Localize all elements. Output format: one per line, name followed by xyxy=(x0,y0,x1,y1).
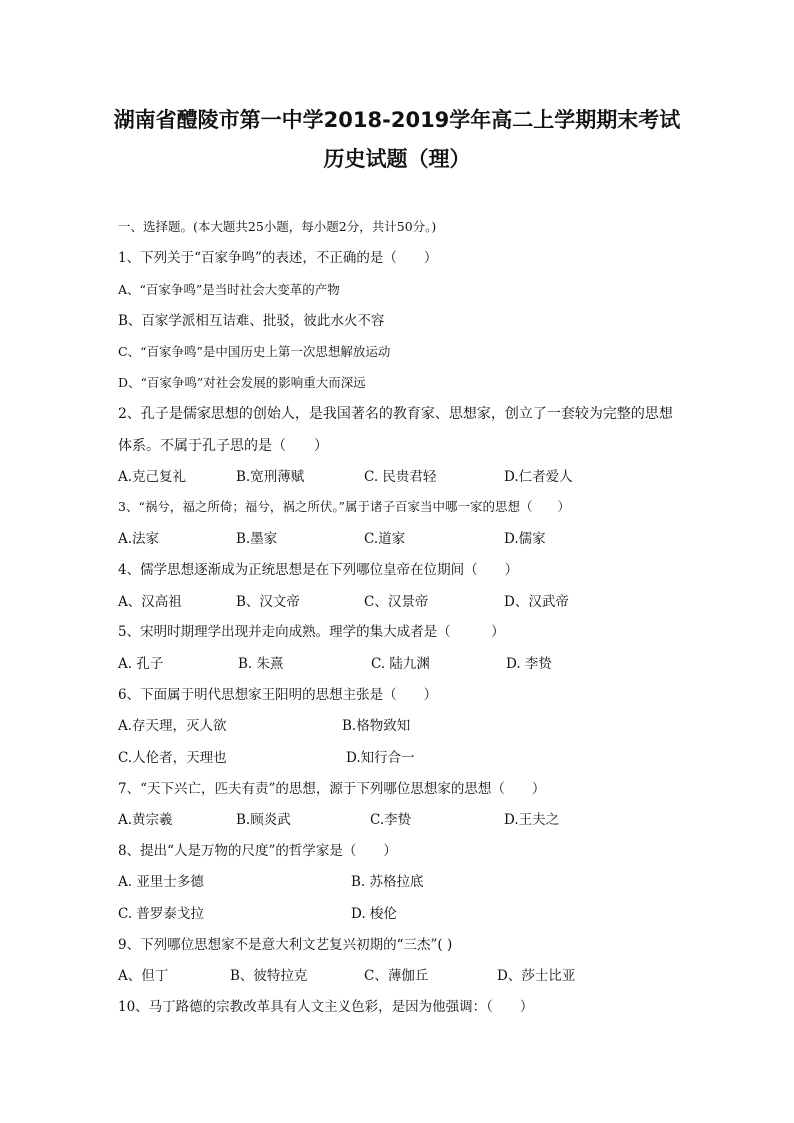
question-9-stem: 9、下列哪位思想家不是意大利文艺复兴初期的“三杰”( ) xyxy=(118,937,453,953)
question-3-option-d: D.儒家 xyxy=(504,531,546,547)
question-5-option-c: C. 陆九渊 xyxy=(371,656,430,672)
question-5-option-d: D. 李贽 xyxy=(506,656,552,672)
question-5-option-a: A. 孔子 xyxy=(118,656,164,672)
question-2-option-b: B.宽刑薄赋 xyxy=(236,469,305,485)
question-4-option-c: C、汉景帝 xyxy=(364,594,429,610)
question-9-option-c: C、薄伽丘 xyxy=(364,968,429,984)
question-7-stem: 7、“天下兴亡，匹夫有责”的思想，源于下列哪位思想家的思想（ ） xyxy=(118,781,546,797)
question-9-option-a: A、但丁 xyxy=(118,968,169,984)
question-4-option-b: B、汉文帝 xyxy=(236,594,300,610)
question-6-option-c: C.人伦者，天理也 xyxy=(118,750,227,766)
question-5-option-b: B. 朱熹 xyxy=(238,656,284,672)
question-1-option-d: D、“百家争鸣”对社会发展的影响重大而深远 xyxy=(118,375,366,390)
question-3-option-a: A.法家 xyxy=(118,531,160,547)
question-4-option-d: D、汉武帝 xyxy=(504,594,569,610)
question-8-option-c: C. 普罗泰戈拉 xyxy=(118,906,204,922)
question-2-stem-line-2: 体系。不属于孔子思的是（ ） xyxy=(118,438,328,454)
question-4-stem: 4、儒学思想逐渐成为正统思想是在下列哪位皇帝在位期间（ ） xyxy=(118,562,519,578)
question-8-option-d: D. 梭伦 xyxy=(351,906,397,922)
question-3-option-c: C.道家 xyxy=(364,531,406,547)
question-2-option-c: C. 民贵君轻 xyxy=(364,469,437,485)
question-1-option-c: C、“百家争鸣”是中国历史上第一次思想解放运动 xyxy=(118,344,391,359)
question-7-option-c: C.李贽 xyxy=(370,812,412,828)
question-8-stem: 8、提出“人是万物的尺度”的哲学家是（ ） xyxy=(118,843,397,859)
question-2-option-a: A.克己复礼 xyxy=(118,469,187,485)
question-7-option-a: A.黄宗羲 xyxy=(118,812,173,828)
question-1-option-b: B、百家学派相互诘难、批驳，彼此水火不容 xyxy=(118,313,385,329)
question-6-option-b: B.格物致知 xyxy=(342,718,411,734)
exam-title: 湖南省醴陵市第一中学2018-2019学年高二上学期期末考试 xyxy=(113,108,681,132)
question-8-option-a: A. 亚里士多德 xyxy=(118,874,204,890)
question-1-stem: 1、下列关于“百家争鸣”的表述，不正确的是（ ） xyxy=(118,250,438,266)
question-9-option-b: B、彼特拉克 xyxy=(230,968,308,984)
question-2-stem-line-1: 2、孔子是儒家思想的创始人，是我国著名的教育家、思想家，创立了一套较为完整的思想 xyxy=(118,406,673,422)
question-4-option-a: A、汉高祖 xyxy=(118,594,182,610)
question-2-option-d: D.仁者爱人 xyxy=(504,469,573,485)
question-3-stem: 3、“祸兮，福之所倚；福兮，祸之所伏。”属于诸子百家当中哪一家的思想（ ） xyxy=(118,499,570,514)
question-8-option-b: B. 苏格拉底 xyxy=(351,874,424,890)
question-10-stem: 10、马丁路德的宗教改革具有人文主义色彩，是因为他强调：（ ） xyxy=(118,999,534,1015)
question-3-option-b: B.墨家 xyxy=(236,531,278,547)
question-7-option-d: D.王夫之 xyxy=(504,812,560,828)
question-6-option-d: D.知行合一 xyxy=(346,750,415,766)
section-heading: 一、选择题。(本大题共25小题，每小题2分，共计50分。) xyxy=(118,219,437,234)
question-9-option-d: D、莎士比亚 xyxy=(497,968,576,984)
question-1-option-a: A、“百家争鸣”是当时社会大变革的产物 xyxy=(118,282,340,297)
question-6-stem: 6、下面属于明代思想家王阳明的思想主张是（ ） xyxy=(118,687,438,703)
question-6-option-a: A.存天理，灭人欲 xyxy=(118,718,227,734)
question-7-option-b: B.顾炎武 xyxy=(236,812,291,828)
exam-subtitle: 历史试题（理） xyxy=(323,147,471,171)
question-5-stem: 5、宋明时期理学出现并走向成熟。理学的集大成者是（ ） xyxy=(118,624,505,640)
